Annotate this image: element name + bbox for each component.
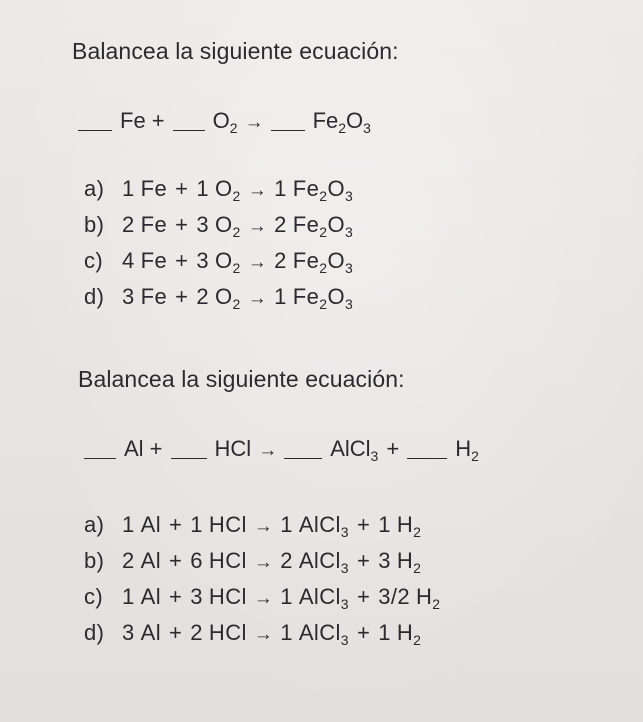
species: HCl bbox=[208, 548, 247, 573]
species: Fe bbox=[292, 284, 320, 309]
q2-option-d[interactable] bbox=[84, 620, 421, 646]
coef: 3 bbox=[196, 212, 210, 237]
coef: 2 bbox=[280, 548, 293, 573]
species: Al bbox=[140, 620, 162, 645]
eq2-h-sub: 2 bbox=[471, 448, 479, 464]
coef: 3 bbox=[190, 584, 203, 609]
coef: 1 bbox=[190, 512, 203, 537]
plus: + bbox=[169, 620, 183, 645]
plus: + bbox=[175, 176, 189, 201]
coef: 2 bbox=[274, 248, 287, 273]
species: O bbox=[215, 176, 233, 201]
eq2-al: Al + bbox=[124, 436, 163, 461]
subscript: 2 bbox=[232, 260, 241, 276]
species: H bbox=[396, 512, 414, 537]
coef: 1 bbox=[274, 284, 287, 309]
coef: 1 bbox=[378, 512, 391, 537]
coef: 1 bbox=[122, 512, 135, 537]
coef: 6 bbox=[190, 548, 203, 573]
plus: + bbox=[356, 548, 371, 573]
subscript: 2 bbox=[319, 260, 328, 276]
coef: 2 bbox=[190, 620, 203, 645]
blank-2 bbox=[173, 129, 205, 131]
eq1-product-o: O bbox=[346, 108, 364, 133]
subscript: 2 bbox=[413, 524, 422, 540]
question-2-equation bbox=[84, 436, 479, 462]
eq1-o-sub: 2 bbox=[229, 120, 238, 136]
coef: 1 bbox=[122, 176, 135, 201]
species: O bbox=[327, 176, 345, 201]
eq2-h: H bbox=[455, 436, 472, 461]
option-label: a) bbox=[84, 176, 105, 201]
subscript: 3 bbox=[340, 524, 349, 540]
species: HCl bbox=[208, 512, 247, 537]
plus: + bbox=[356, 512, 371, 537]
subscript: 2 bbox=[232, 296, 241, 312]
option-label: b) bbox=[84, 212, 105, 237]
question-1-heading: Balancea la siguiente ecuación: bbox=[72, 38, 399, 64]
eq2-hcl: HCl bbox=[214, 436, 252, 461]
plus: + bbox=[356, 620, 371, 645]
q2-option-a[interactable] bbox=[84, 512, 421, 538]
coef: 3 bbox=[122, 620, 135, 645]
option-label: a) bbox=[84, 512, 105, 537]
species: Fe bbox=[140, 284, 168, 309]
coef: 1 bbox=[280, 584, 293, 609]
subscript: 3 bbox=[344, 260, 354, 276]
subscript: 2 bbox=[319, 188, 328, 204]
question-1-equation bbox=[78, 108, 371, 134]
subscript: 3 bbox=[344, 188, 354, 204]
q2-option-c[interactable] bbox=[84, 584, 440, 610]
species: Al bbox=[140, 584, 162, 609]
arrow: → bbox=[253, 588, 274, 609]
plus: + bbox=[175, 248, 189, 273]
subscript: 3 bbox=[340, 632, 349, 648]
coef: 3/2 bbox=[378, 584, 410, 609]
species: H bbox=[416, 584, 433, 609]
eq1-arrow: → bbox=[244, 112, 264, 133]
coef: 1 bbox=[378, 620, 391, 645]
coef: 1 bbox=[274, 176, 287, 201]
option-label: c) bbox=[84, 584, 104, 609]
eq1-product-fe: Fe bbox=[312, 108, 339, 133]
blank-1 bbox=[84, 457, 116, 459]
coef: 4 bbox=[122, 248, 135, 273]
arrow: → bbox=[247, 288, 268, 309]
species: O bbox=[327, 248, 345, 273]
species: O bbox=[215, 284, 233, 309]
species: HCl bbox=[208, 584, 247, 609]
plus: + bbox=[169, 548, 183, 573]
species: O bbox=[215, 248, 233, 273]
q1-option-d[interactable] bbox=[84, 284, 353, 310]
q2-option-b[interactable] bbox=[84, 548, 421, 574]
species: Fe bbox=[140, 212, 168, 237]
coef: 1 bbox=[280, 512, 293, 537]
coef: 1 bbox=[122, 584, 135, 609]
coef: 1 bbox=[280, 620, 293, 645]
arrow: → bbox=[253, 516, 274, 537]
q1-option-b[interactable] bbox=[84, 212, 353, 238]
coef: 2 bbox=[274, 212, 287, 237]
eq2-alcl-sub: 3 bbox=[370, 448, 379, 464]
blank-3 bbox=[271, 129, 305, 131]
option-label: d) bbox=[84, 284, 105, 309]
subscript: 2 bbox=[319, 224, 328, 240]
species: Fe bbox=[292, 176, 320, 201]
coef: 1 bbox=[196, 176, 210, 201]
subscript: 2 bbox=[232, 188, 241, 204]
eq2-alcl: AlCl bbox=[330, 436, 371, 461]
species: H bbox=[396, 548, 414, 573]
arrow: → bbox=[247, 180, 268, 201]
eq1-product-sub1: 2 bbox=[338, 120, 347, 136]
blank-4 bbox=[407, 457, 447, 459]
plus: + bbox=[169, 584, 183, 609]
species: Fe bbox=[292, 212, 320, 237]
species: Fe bbox=[140, 176, 168, 201]
option-label: d) bbox=[84, 620, 105, 645]
coef: 2 bbox=[122, 548, 135, 573]
q1-option-a[interactable] bbox=[84, 176, 353, 202]
species: AlCl bbox=[298, 512, 341, 537]
subscript: 2 bbox=[432, 596, 441, 612]
blank-2 bbox=[171, 457, 207, 459]
subscript: 2 bbox=[413, 632, 422, 648]
subscript: 3 bbox=[344, 296, 354, 312]
species: O bbox=[327, 212, 345, 237]
eq2-plus: + bbox=[386, 436, 400, 461]
species: H bbox=[396, 620, 414, 645]
option-label: b) bbox=[84, 548, 105, 573]
plus: + bbox=[175, 284, 189, 309]
species: Fe bbox=[292, 248, 320, 273]
coef: 3 bbox=[196, 248, 210, 273]
subscript: 3 bbox=[340, 596, 349, 612]
subscript: 3 bbox=[340, 560, 349, 576]
species: Al bbox=[140, 548, 162, 573]
coef: 2 bbox=[122, 212, 135, 237]
subscript: 2 bbox=[232, 224, 241, 240]
species: Al bbox=[140, 512, 162, 537]
arrow: → bbox=[253, 552, 274, 573]
subscript: 2 bbox=[319, 296, 328, 312]
species: AlCl bbox=[298, 620, 341, 645]
subscript: 3 bbox=[344, 224, 354, 240]
blank-3 bbox=[284, 457, 322, 459]
arrow: → bbox=[247, 216, 268, 237]
plus: + bbox=[169, 512, 183, 537]
eq1-fe: Fe + bbox=[120, 108, 165, 133]
coef: 2 bbox=[196, 284, 210, 309]
question-2-heading: Balancea la siguiente ecuación: bbox=[78, 366, 405, 392]
q1-option-c[interactable] bbox=[84, 248, 353, 274]
plus: + bbox=[175, 212, 189, 237]
arrow: → bbox=[253, 624, 274, 645]
species: HCl bbox=[208, 620, 247, 645]
blank-1 bbox=[78, 129, 112, 131]
arrow: → bbox=[247, 252, 268, 273]
coef: 3 bbox=[122, 284, 135, 309]
species: O bbox=[327, 284, 345, 309]
species: AlCl bbox=[298, 548, 341, 573]
plus: + bbox=[356, 584, 371, 609]
species: O bbox=[215, 212, 233, 237]
species: AlCl bbox=[298, 584, 341, 609]
species: Fe bbox=[140, 248, 168, 273]
subscript: 2 bbox=[413, 560, 422, 576]
eq1-product-sub2: 3 bbox=[363, 120, 371, 136]
coef: 3 bbox=[378, 548, 391, 573]
eq2-arrow: → bbox=[258, 440, 278, 461]
option-label: c) bbox=[84, 248, 104, 273]
eq1-o: O bbox=[212, 108, 230, 133]
